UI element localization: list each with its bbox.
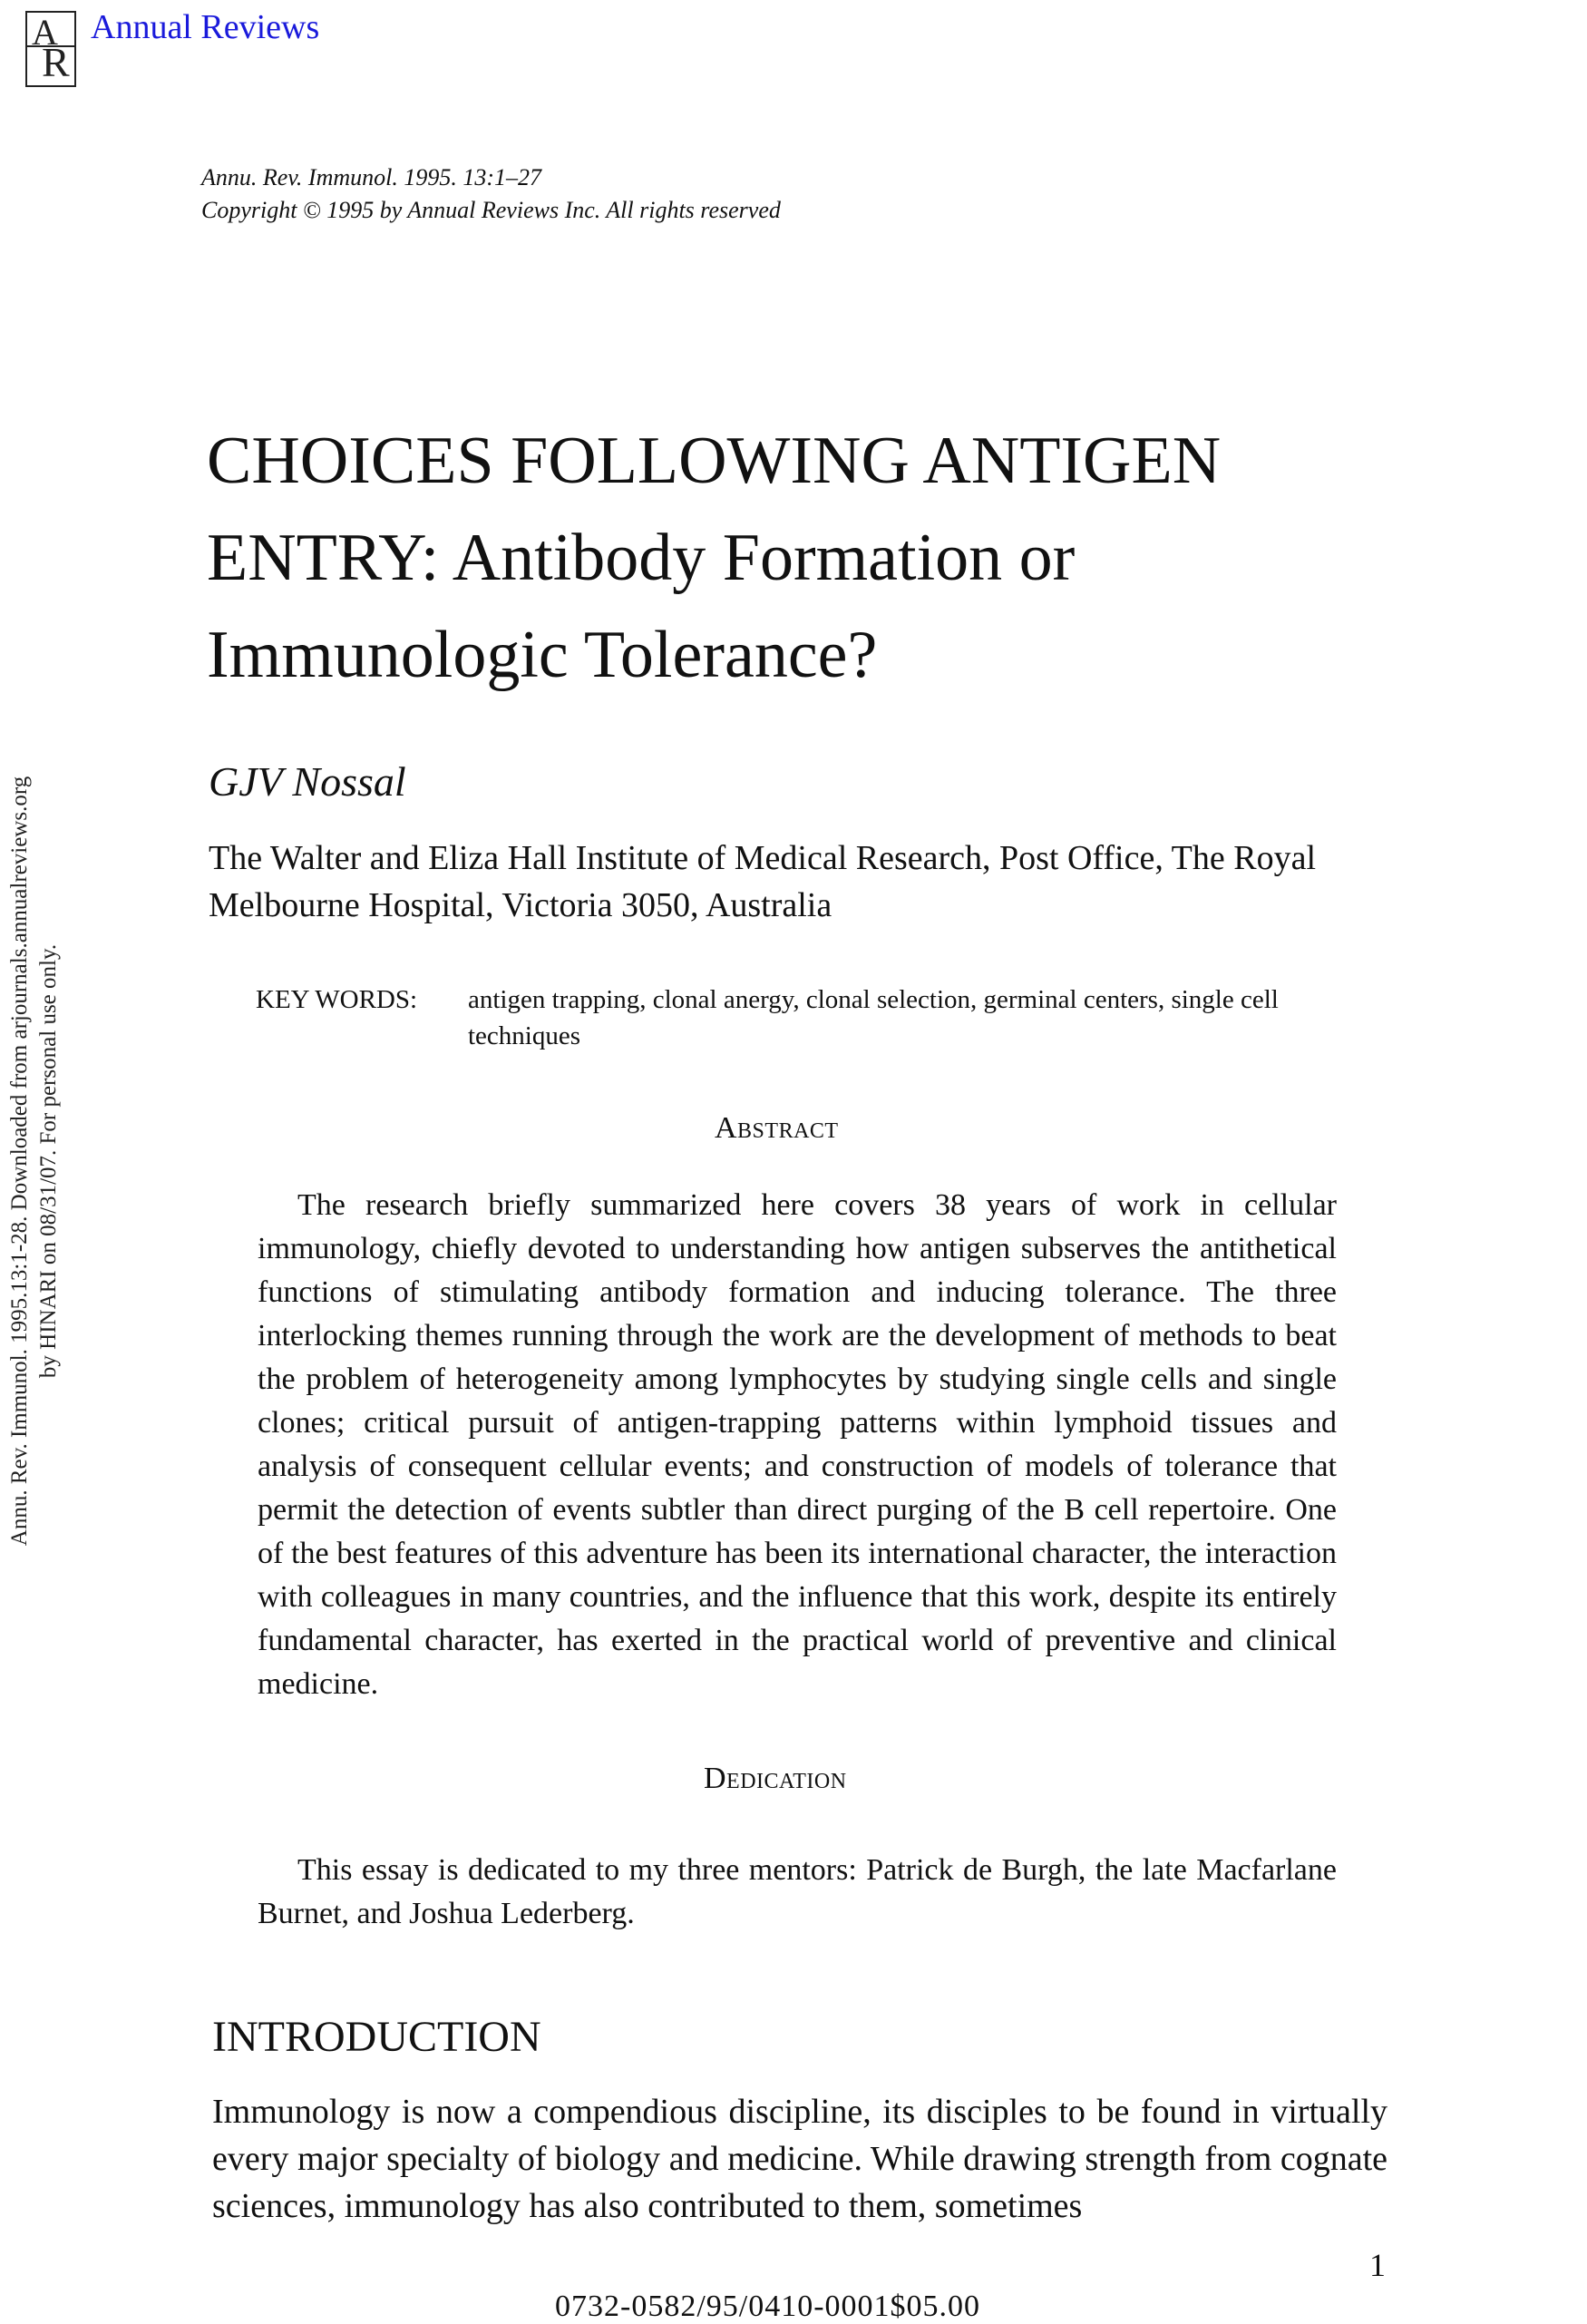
title-line-2: ENTRY: Antibody Formation or [207,521,1076,595]
title-line-3: Immunologic Tolerance? [207,618,878,692]
article-title [207,413,1295,704]
page-number: 1 [1369,2247,1386,2283]
citation-line-copyright: Copyright © 1995 by Annual Reviews Inc. All rights reserved [201,197,781,223]
annual-reviews-logo [25,11,76,87]
author-name: GJV Nossal [209,758,406,805]
download-watermark-line2: by HINARI on 08/31/07. For personal use only. [36,943,61,1379]
article-code: 0732-0582/95/0410-0001$05.00 [555,2290,981,2323]
title-line-1: CHOICES FOLLOWING ANTIGEN [207,424,1222,498]
dedication-text: This essay is dedicated to my three mentors: Patrick de Burgh, the late Macfarlane Burnet, and Joshua Lederberg. [258,1853,1337,1930]
logo-letter-r: R [42,39,70,85]
publisher-link[interactable]: Annual Reviews [91,8,320,46]
keywords-label: KEY WORDS: [256,985,418,1014]
citation-block [201,161,781,227]
download-watermark-line1: Annu. Rev. Immunol. 1995.13:1-28. Downloaded from arjournals.annualreviews.org [7,776,32,1547]
download-watermark [5,653,63,1669]
dedication-heading: Dedication [704,1762,847,1795]
abstract-heading: Abstract [715,1111,839,1145]
citation-line-journal: Annu. Rev. Immunol. 1995. 13:1–27 [201,164,542,190]
logo-letter-a: A [32,12,58,53]
abstract-text: The research briefly summarized here covers 38 years of work in cellular immunology, chiefly devoted to understanding how antigen subserves the antithetical functions of stimulating antibody formation and inducing tolerance. The three interlocking themes running through the work are the development of methods to beat the problem of heterogeneity among lymphocytes by studying single cells and single clones; critical pursuit of antigen-trapping patterns within lymphoid tissues and analysis of consequent cellular events; and construction of models of tolerance that permit the detection of events subtler than direct purging of the B cell repertoire. One of the best features of this adventure has been its international character, the interaction with colleagues in many countries, and the influence that this work, despite its entirely fundamental character, has exerted in the practical world of preventive and clinical medicine. [258,1188,1337,1701]
keywords-list: antigen trapping, clonal anergy, clonal selection, germinal centers, single cell techniques [468,985,1279,1050]
author-affiliation: The Walter and Eliza Hall Institute of Medical Research, Post Office, The Royal Melbourne Hospital, Victoria 3050, Australia [209,839,1317,924]
introduction-text: Immunology is now a compendious discipline, its disciples to be found in virtually every major specialty of biology and medicine. While drawing strength from cognate sciences, immunology has also contributed to them, sometimes [212,2093,1387,2225]
introduction-heading: INTRODUCTION [212,2013,541,2061]
